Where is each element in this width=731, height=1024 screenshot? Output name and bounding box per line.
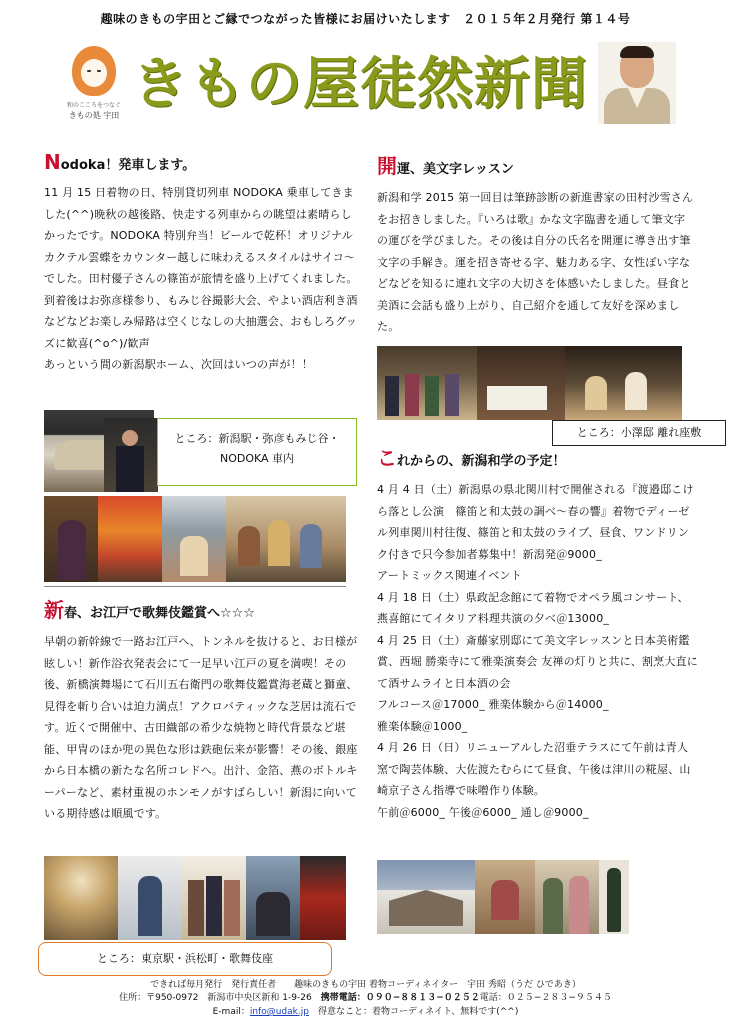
photo-person-train	[104, 418, 158, 492]
divider	[44, 586, 346, 587]
photo-venue-outside	[377, 346, 477, 420]
event-item: 4 月 18 日（土）県政記念館にて着物でオペラ風コンサート、燕喜館にてイタリア料理共演の夕べ＠13000_	[377, 590, 689, 625]
article-nodoka	[44, 150, 362, 376]
article-title: これからの、新潟和学の予定！	[377, 446, 566, 470]
phone-number: 電話：０２５−２８３−９５４５	[479, 993, 612, 1003]
article-body: 早朝の新幹線で一路お江戸へ、トンネルを抜けると、お日様が眩しい！新作浴衣発表会にて一足早い江戸の夏を満喫！その後、新橋演舞場にて石川五右衛門の歌舞伎鑑賞海老蔵と獅童、見得を斬り合いは迫力満点！アクロバティックな芝居は流石です。近くで開催中、古田織部の希少な焼物と時代背景など堪能、甲冑のほか兜の異色な形は鉄砲伝来が影響！その後、銀座から日本橋の新たな名所コレドへ。出汁、金箔、燕のボトルキーパーなど、素材重視のホンモノがすばらしい！新潟に向いている期待感は順風です。	[44, 635, 358, 820]
photo-pottery	[475, 860, 535, 934]
photo-tokyo-station	[44, 856, 118, 940]
photo-kimono-pair	[535, 860, 599, 934]
photo-sake-bottle	[599, 860, 629, 934]
email-link[interactable]: info@udak.jp	[249, 1007, 309, 1017]
caption-ozawa: ところ：小澤邸 離れ座敷	[552, 420, 726, 446]
photo-hall	[377, 860, 475, 934]
footer-contact: 住所：〒950-0972 新潟市中央区新和 1-9-26 携帯電話：０９０−８８１３−０２５２電話：０２５−２８３−９５４５	[119, 993, 612, 1003]
event-list	[377, 479, 699, 823]
footer-publisher: できれば毎月発行 発行責任者 趣味のきもの宇田 着物コーディネイター 宇田 秀昭（うだ ひであき）	[150, 980, 581, 990]
event-item: 午前＠6000_ 午後＠6000_ 通し＠9000_	[377, 805, 589, 819]
publisher-portrait	[598, 42, 676, 124]
article-kabuki	[44, 594, 362, 825]
footer-email: E-mail：info@udak.jp 得意なこと：着物コーディネイト、無料です(^^)	[212, 1007, 519, 1017]
article-title: Nodoka！発車します。	[44, 150, 196, 174]
article-body: 11 月 15 日着物の日、特別貸切列車 NODOKA 乗車してきました(^^)晩秋の越後路、快走する列車からの眺望は素晴らしかったです。NODOKA 特別弁当！ビールで乾杯！オリジナルカクテル雲蝶をカウンター越しに味わえるスタイルはサイコ～でした。田村優子さんの篠笛が旅情を盛り上げてくれました。到着後はお弥彦様参り、もみじ谷撮影大会、やよい酒店利き酒などなどお楽しみ帰路は空くじなしの大抽選会、おもしろグッズに歓喜(^o^)/歓声 あっという間の新潟駅ホーム、次回はいつの声が！！	[44, 186, 358, 371]
photo-yukata-show	[118, 856, 182, 940]
mobile-number: ０９０−８８１３−０２５２	[365, 993, 480, 1003]
article-title: 開運、美文字レッスン	[377, 154, 514, 178]
article-body: 新潟和学 2015 第一回目は筆跡診断の新進書家の田村沙雪さんをお招きしました。『いろは歌』かな文字臨書を通して筆文字の運びを学びました。その後は自分の氏名を開運に導き出す筆文字の手解き。運を招き寄せる字、魅力ある字、女性ぽい字などなどを知るに連れ文字の大切さを体感いたしました。昼食と美酒に会話も盛り上がり、自己紹介を通して友好を深めました。	[377, 191, 694, 333]
photo-autumn-person	[44, 496, 98, 582]
masthead-title: きもの屋徒然新聞	[132, 52, 588, 117]
photo-lesson-room	[565, 346, 682, 420]
photo-momiji	[98, 496, 162, 582]
issue-tagline: 趣味のきもの宇田とご縁でつながった皆様にお届けいたします ２０１５年２月発行 第１４号	[100, 12, 631, 26]
logo	[58, 42, 130, 126]
event-item: 4 月 4 日（土）新潟県の県北関川村で開催される『渡邉邸こけら落とし公演 篠笛と和太鼓の調べ～春の響』着物でディーゼル列車関川村往復、篠笛と和太鼓のライブ、昼食、ワンドリンク付きで只今参加者募集中！新潟発＠9000_	[377, 483, 694, 561]
caption-tokyo: ところ：東京駅・浜松町・歌舞伎座	[38, 942, 332, 976]
logo-name: きもの処 宇田	[68, 111, 120, 120]
caption-nodoka: ところ：新潟駅・弥彦もみじ谷・NODOKA 車内	[157, 418, 357, 486]
photo-kabukiza-gate	[300, 856, 346, 940]
logo-tagline: 和のこころをつなぐ	[66, 102, 121, 109]
event-item: 4 月 25 日（土）斎藤家別邸にて美文字レッスンと日本美術鑑賞、西堀 勝楽寺にて雅楽演奏会 友禅の灯りと共に、割烹大直にて酒サムライと日本酒の会	[377, 633, 698, 690]
photo-lesson-writing	[477, 346, 565, 420]
event-item: 4 月 26 日（日）リニューアルした沼垂テラスにて午前は青人窯で陶芸体験、大佐渡たむらにて昼食、午後は津川の糀屋、山崎京子さん指導で味噌作り体験。	[377, 741, 691, 797]
article-calligraphy	[377, 150, 695, 338]
event-item: 雅楽体験＠1000_	[377, 719, 468, 733]
photo-car-interior	[162, 496, 226, 582]
event-item: フルコース＠17000_ 雅楽体験から＠14000_	[377, 698, 609, 711]
photo-group-kimono	[182, 856, 246, 940]
article-upcoming	[377, 442, 699, 823]
photo-ginza	[246, 856, 300, 940]
photo-group-train	[226, 496, 346, 582]
article-title: 新春、お江戸で歌舞伎鑑賞へ☆☆☆	[44, 598, 255, 622]
event-item: アートミックス関連イベント	[377, 569, 522, 582]
